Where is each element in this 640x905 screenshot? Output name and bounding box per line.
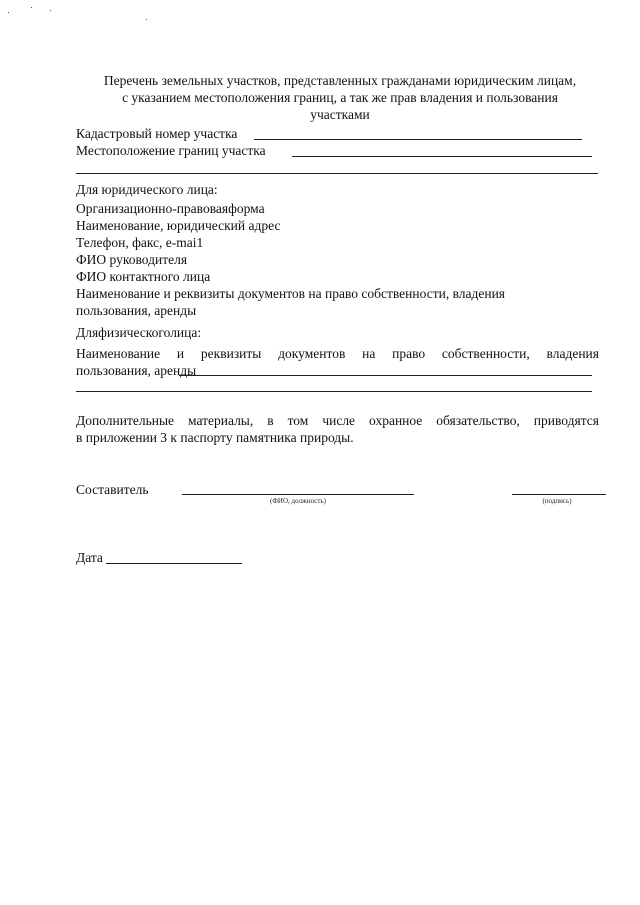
scan-speck (31, 7, 32, 8)
legal-entity-heading: Для юридического лица: (76, 182, 218, 197)
individual-docs-field (179, 375, 592, 376)
location-field-continuation (76, 173, 598, 174)
individual-docs-line-1: Наименование и реквизиты документов на право собственности, владения (76, 346, 599, 361)
cadastral-number-field (254, 139, 582, 140)
individual-docs-field-continuation (76, 391, 592, 392)
document-title-line-2: с указанием местоположения границ, а так же прав владения и пользования (122, 90, 558, 105)
legal-entity-item: ФИО контактного лица (76, 269, 211, 284)
signature-field (512, 494, 606, 495)
additional-materials-line-2: в приложении 3 к паспорту памятника природы. (76, 430, 354, 445)
scan-speck (50, 10, 51, 11)
signature-caption: (подпись) (542, 497, 572, 505)
individual-heading: Дляфизическоголица: (76, 325, 202, 340)
date-field (106, 563, 242, 564)
legal-entity-docs-line-2: пользования, аренды (76, 303, 197, 318)
date-label: Дата (76, 550, 103, 565)
legal-entity-docs-line-1: Наименование и реквизиты документов на право собственности, владения (76, 286, 506, 301)
individual-docs-line-2: пользования, аренды (76, 363, 197, 378)
cadastral-number-label: Кадастровый номер участка (76, 126, 238, 141)
compiler-name-field (182, 494, 414, 495)
scan-speck (8, 12, 9, 13)
location-field (292, 156, 592, 157)
legal-entity-item: Телефон, факс, e-mai1 (76, 235, 204, 250)
document-title-line-1: Перечень земельных участков, представленных гражданами юридическим лицам, (103, 73, 577, 88)
location-label: Местоположение границ участка (76, 143, 266, 158)
scan-speck (146, 19, 147, 20)
legal-entity-item: Наименование, юридический адрес (76, 218, 281, 233)
compiler-label: Составитель (76, 482, 149, 497)
document-title-line-3: участками (310, 107, 370, 122)
legal-entity-item: ФИО руководителя (76, 252, 188, 267)
additional-materials-line-1: Дополнительные материалы, в том числе охранное обязательство, приводятся (76, 413, 599, 428)
name-position-caption: (ФИО, должность) (270, 497, 326, 505)
legal-entity-item: Организационно-правоваяформа (76, 201, 265, 216)
